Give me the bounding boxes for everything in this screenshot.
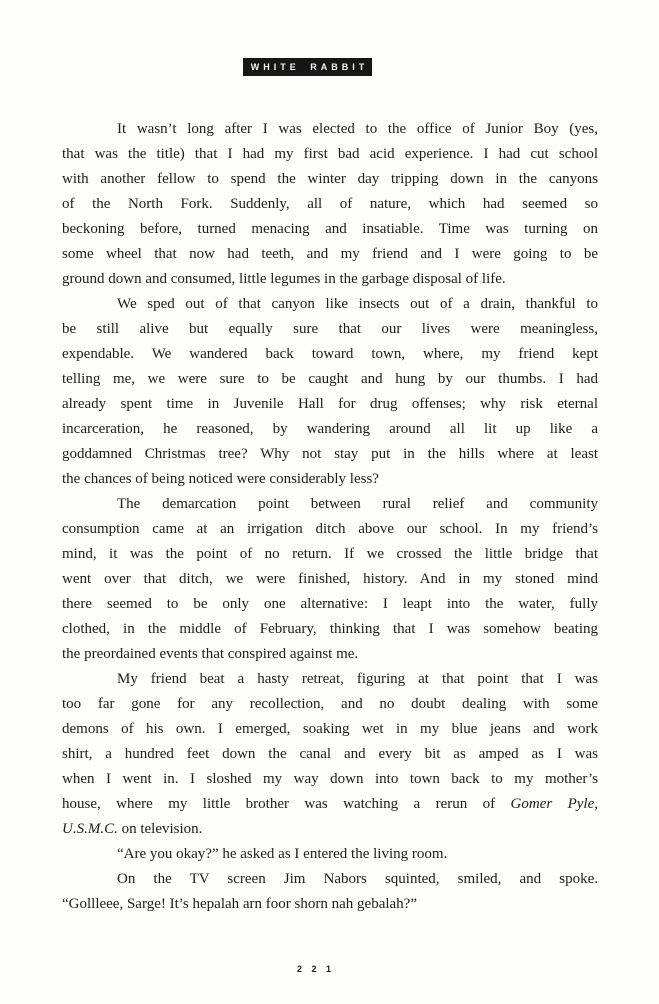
body-text: shirt, a hundred feet down the canal and every bit as amped as I was bbox=[62, 746, 598, 762]
text-line bbox=[62, 842, 598, 867]
text-line bbox=[62, 292, 598, 317]
body-text: demons of his own. I emerged, soaking wet in my blue jeans and work bbox=[62, 721, 598, 737]
body-text: beckoning before, turned menacing and insatiable. Time was turning on bbox=[62, 221, 598, 237]
text-line bbox=[62, 617, 598, 642]
paragraph bbox=[62, 292, 598, 492]
text-line bbox=[62, 767, 598, 792]
text-line bbox=[62, 867, 598, 892]
text-line bbox=[62, 367, 598, 392]
body-text: My friend beat a hasty retreat, figuring at that point that I was bbox=[117, 671, 598, 687]
text-line bbox=[62, 892, 598, 917]
body-text: On the TV screen Jim Nabors squinted, smiled, and spoke. bbox=[117, 871, 598, 887]
text-line bbox=[62, 217, 598, 242]
body-text: be still alive but equally sure that our lives were meaningless, bbox=[62, 321, 598, 337]
paragraph bbox=[62, 117, 598, 292]
body-text: house, where my little brother was watching a rerun of bbox=[62, 796, 511, 812]
text-line bbox=[62, 642, 598, 667]
text-line bbox=[62, 392, 598, 417]
text-line bbox=[62, 817, 598, 842]
body-text: the preordained events that conspired against me. bbox=[62, 646, 359, 662]
body-text: already spent time in Juvenile Hall for drug offenses; why risk eternal bbox=[62, 396, 598, 412]
body-text: expendable. We wandered back toward town, where, my friend kept bbox=[62, 346, 598, 362]
body-text: clothed, in the middle of February, thinking that I was somehow beating bbox=[62, 621, 598, 637]
text-line bbox=[62, 492, 598, 517]
body-text: incarceration, he reasoned, by wandering around all lit up like a bbox=[62, 421, 598, 437]
paragraph bbox=[62, 842, 598, 867]
text-line bbox=[62, 167, 598, 192]
body-text: went over that ditch, we were finished, history. And in my stoned mind bbox=[62, 571, 598, 587]
body-text: The demarcation point between rural relief and community bbox=[117, 496, 598, 512]
body-text: that was the title) that I had my first bad acid experience. I had cut school bbox=[62, 146, 598, 162]
body-text: telling me, we were sure to be caught and hung by our thumbs. I had bbox=[62, 371, 598, 387]
body-text: the chances of being noticed were considerably less? bbox=[62, 471, 379, 487]
body-text: on television. bbox=[117, 821, 203, 837]
body-text: too far gone for any recollection, and no doubt dealing with some bbox=[62, 696, 598, 712]
body-text: mind, it was the point of no return. If we crossed the little bridge that bbox=[62, 546, 598, 562]
text-line bbox=[62, 692, 598, 717]
text-line bbox=[62, 742, 598, 767]
text-line bbox=[62, 517, 598, 542]
running-head-banner bbox=[243, 58, 372, 76]
body-text: some wheel that now had teeth, and my friend and I were going to be bbox=[62, 246, 598, 262]
italic-text: U.S.M.C. bbox=[62, 821, 118, 837]
text-line bbox=[62, 142, 598, 167]
text-line bbox=[62, 342, 598, 367]
body-text: with another fellow to spend the winter day tripping down in the canyons bbox=[62, 171, 598, 187]
text-line bbox=[62, 592, 598, 617]
body-text: goddamned Christmas tree? Why not stay put in the hills where at least bbox=[62, 446, 598, 462]
text-line bbox=[62, 417, 598, 442]
running-head-title: WHITE RABBIT bbox=[250, 62, 369, 72]
body-text: there seemed to be only one alternative: I leapt into the water, fully bbox=[62, 596, 598, 612]
text-line bbox=[62, 267, 598, 292]
text-line bbox=[62, 567, 598, 592]
text-line bbox=[62, 242, 598, 267]
body-text: We sped out of that canyon like insects out of a drain, thankful to bbox=[117, 296, 598, 312]
italic-text: Gomer Pyle, bbox=[510, 796, 598, 812]
text-line bbox=[62, 467, 598, 492]
body-text: “Are you okay?” he asked as I entered the living room. bbox=[117, 846, 448, 862]
paragraph bbox=[62, 867, 598, 917]
body-text: ground down and consumed, little legumes in the garbage disposal of life. bbox=[62, 271, 506, 287]
paragraph bbox=[62, 492, 598, 667]
body-text: “Gollleee, Sarge! It’s hepalah arn foor shorn nah gebalah?” bbox=[62, 896, 417, 912]
body-text: consumption came at an irrigation ditch above our school. In my friend’s bbox=[62, 521, 598, 537]
text-line bbox=[62, 192, 598, 217]
text-line bbox=[62, 792, 598, 817]
body-text: of the North Fork. Suddenly, all of nature, which had seemed so bbox=[62, 196, 598, 212]
paragraph bbox=[62, 667, 598, 842]
text-line bbox=[62, 542, 598, 567]
body-text: It wasn’t long after I was elected to the office of Junior Boy (yes, bbox=[117, 121, 598, 137]
text-line bbox=[62, 667, 598, 692]
text-line bbox=[62, 117, 598, 142]
body-text: when I went in. I sloshed my way down into town back to my mother’s bbox=[62, 771, 598, 787]
page-number: 2 2 1 bbox=[297, 964, 335, 974]
text-line bbox=[62, 317, 598, 342]
text-line bbox=[62, 442, 598, 467]
text-block bbox=[62, 117, 598, 917]
text-line bbox=[62, 717, 598, 742]
